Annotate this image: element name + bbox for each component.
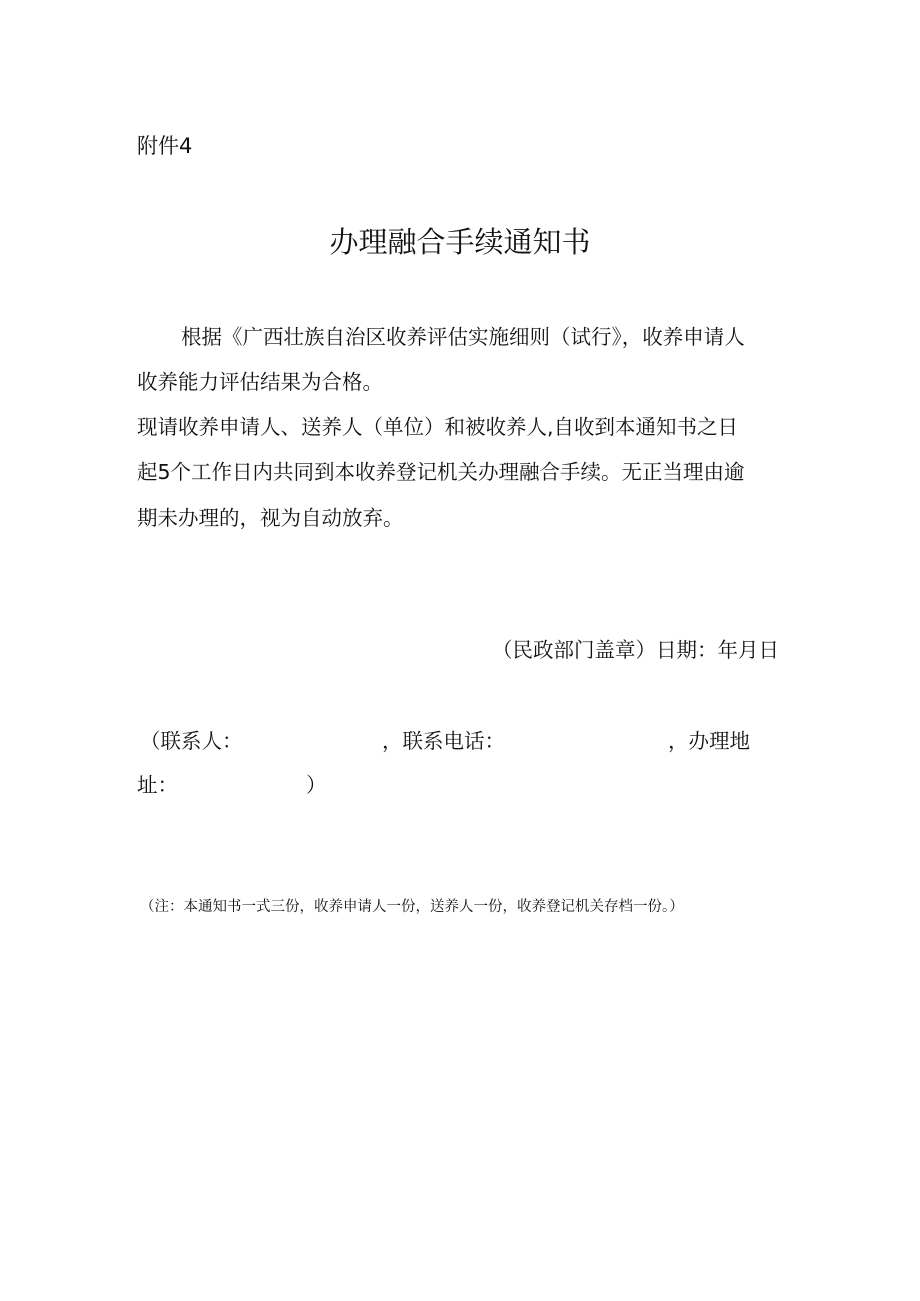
paragraph-line-1: 根据《广西壮族自治区收养评估实施细则（试行》，收养申请人 — [181, 325, 745, 349]
document-title: 办理融合手续通知书 — [329, 225, 591, 259]
contact-person-label: （联系人： — [140, 729, 243, 753]
paragraph-line-4: 起5个工作日内共同到本收养登记机关办理融合手续。无正当理由逾 — [137, 460, 745, 484]
paragraph-line-5: 期未办理的，视为自动放弃。 — [137, 506, 404, 530]
contact-address-label-cont: 址： — [137, 773, 178, 797]
footnote: （注：本通知书一式三份，收养申请人一份，送养人一份，收养登记机关存档一份。） — [140, 899, 684, 915]
contact-address-label: ，办理地 — [668, 729, 750, 753]
paragraph-line-2: 收养能力评估结果为合格。 — [137, 370, 383, 394]
paragraph-line-3: 现请收养申请人、送养人（单位）和被收养人,自收到本通知书之日 — [137, 415, 739, 439]
attachment-label: 附件4 — [137, 134, 193, 158]
stamp-date-line: （民政部门盖章）日期：年月日 — [492, 638, 779, 662]
contact-phone-label: ，联系电话： — [382, 729, 505, 753]
contact-closing-paren: ） — [306, 773, 327, 797]
